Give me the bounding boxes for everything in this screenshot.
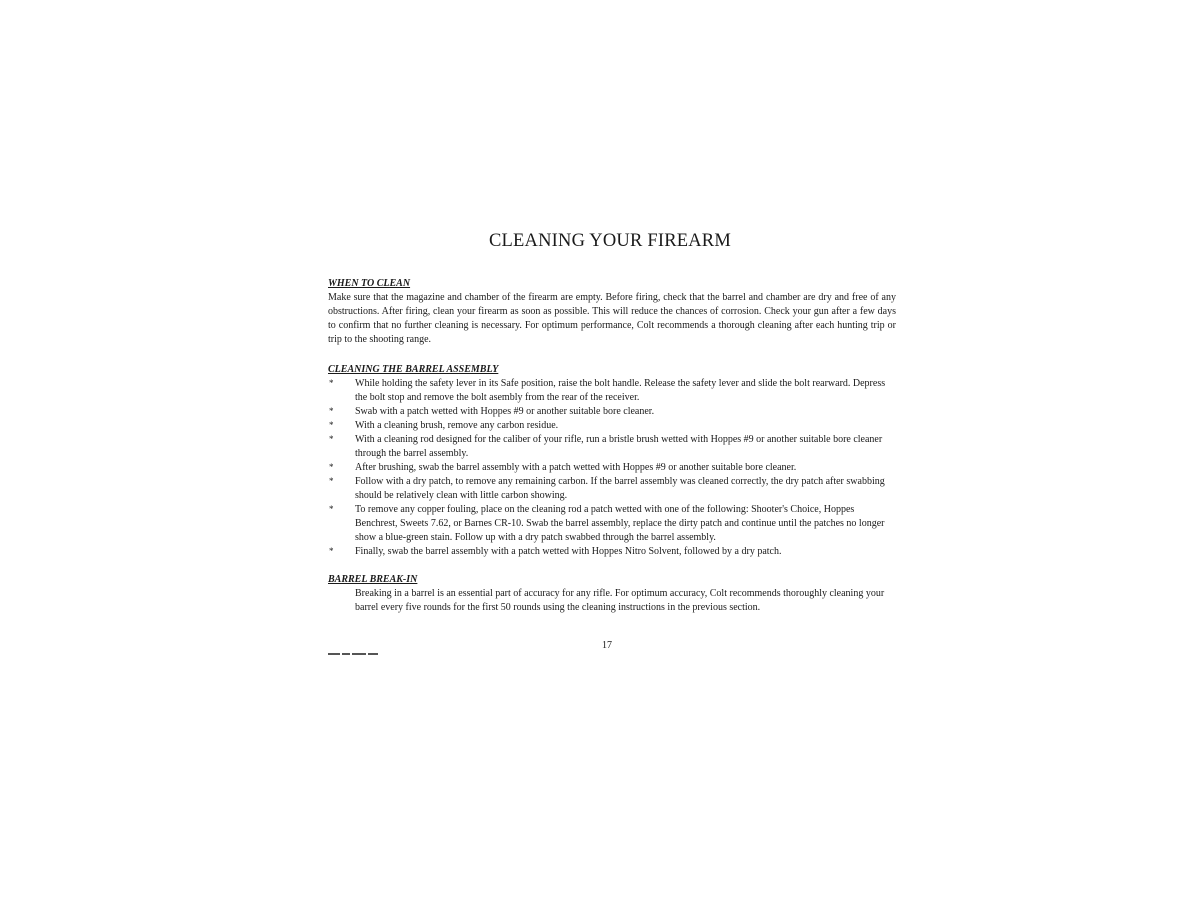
bullet-marker: * (329, 420, 334, 430)
bullet-text: While holding the safety lever in its Safe position, raise the bolt handle. Release the safety lever and slide the bolt rearward. Depress the bolt stop and remove the bolt asembly from the rear of the receiver. (355, 378, 886, 403)
bullet-text: Follow with a dry patch, to remove any remaining carbon. If the barrel assembly was cleaned correctly, the dry patch after swabbing should be relatively clean with little carbon showing. (355, 476, 885, 501)
bullet-list (328, 377, 896, 559)
bullet-marker: * (329, 434, 334, 444)
page-number: 17 (602, 640, 612, 651)
bullet-text: To remove any copper fouling, place on the cleaning rod a patch wetted with one of the following: Shooter's Choice, Hoppes Benchrest, Sweets 7.62, or Barnes CR-10. Swab the barrel assembly, replace the dirty patch and continue until the patches no longer show a blue-green stain. Follow up with a dry patch swabbed through the barrel assembly. (355, 504, 885, 543)
bullet-item (328, 433, 896, 461)
bullet-text: With a cleaning brush, remove any carbon residue. (355, 420, 559, 431)
bullet-item (328, 377, 896, 405)
bullet-marker: * (329, 378, 334, 388)
section-heading: BARREL BREAK-IN (328, 574, 418, 585)
footer-print-mark (328, 645, 384, 651)
section-when-to-clean (328, 277, 896, 347)
section-paragraph: Make sure that the magazine and chamber of the firearm are empty. Before firing, check that the barrel and chamber are dry and free of any obstructions. After firing, clean your firearm as soon as possible. This will reduce the chances of corrosion. Check your gun after a few days to confirm that no further cleaning is necessary. For optimum performance, Colt recommends a thorough cleaning after each hunting trip or trip to the shooting range. (328, 292, 896, 345)
bullet-text: Finally, swab the barrel assembly with a patch wetted with Hoppes Nitro Solvent, followed by a dry patch. (355, 546, 782, 557)
section-heading: CLEANING THE BARREL ASSEMBLY (328, 364, 499, 375)
section-paragraph: Breaking in a barrel is an essential part of accuracy for any rifle. For optimum accuracy, Colt recommends thoroughly cleaning your barrel every five rounds for the first 50 rounds using the cleaning instructions in the previous section. (355, 588, 885, 613)
bullet-item (328, 419, 896, 433)
bullet-marker: * (329, 406, 334, 416)
bullet-item (328, 545, 896, 559)
bullet-marker: * (329, 476, 334, 486)
bullet-marker: * (329, 546, 334, 556)
section-barrel-break-in (328, 573, 896, 615)
bullet-marker: * (329, 504, 334, 514)
bullet-item (328, 405, 896, 419)
page-title: CLEANING YOUR FIREARM (489, 231, 731, 251)
bullet-text: Swab with a patch wetted with Hoppes #9 or another suitable bore cleaner. (355, 406, 655, 417)
bullet-text: With a cleaning rod designed for the caliber of your rifle, run a bristle brush wetted with Hoppes #9 or another suitable bore cleaner through the barrel assembly. (355, 434, 883, 459)
bullet-item (328, 475, 896, 503)
bullet-text: After brushing, swab the barrel assembly with a patch wetted with Hoppes #9 or another suitable bore cleaner. (355, 462, 797, 473)
bullet-item (328, 503, 896, 545)
section-cleaning-barrel-assembly (328, 363, 896, 559)
bullet-item (328, 461, 896, 475)
document-body (328, 277, 896, 629)
section-heading: WHEN TO CLEAN (328, 278, 411, 289)
bullet-marker: * (329, 462, 334, 472)
